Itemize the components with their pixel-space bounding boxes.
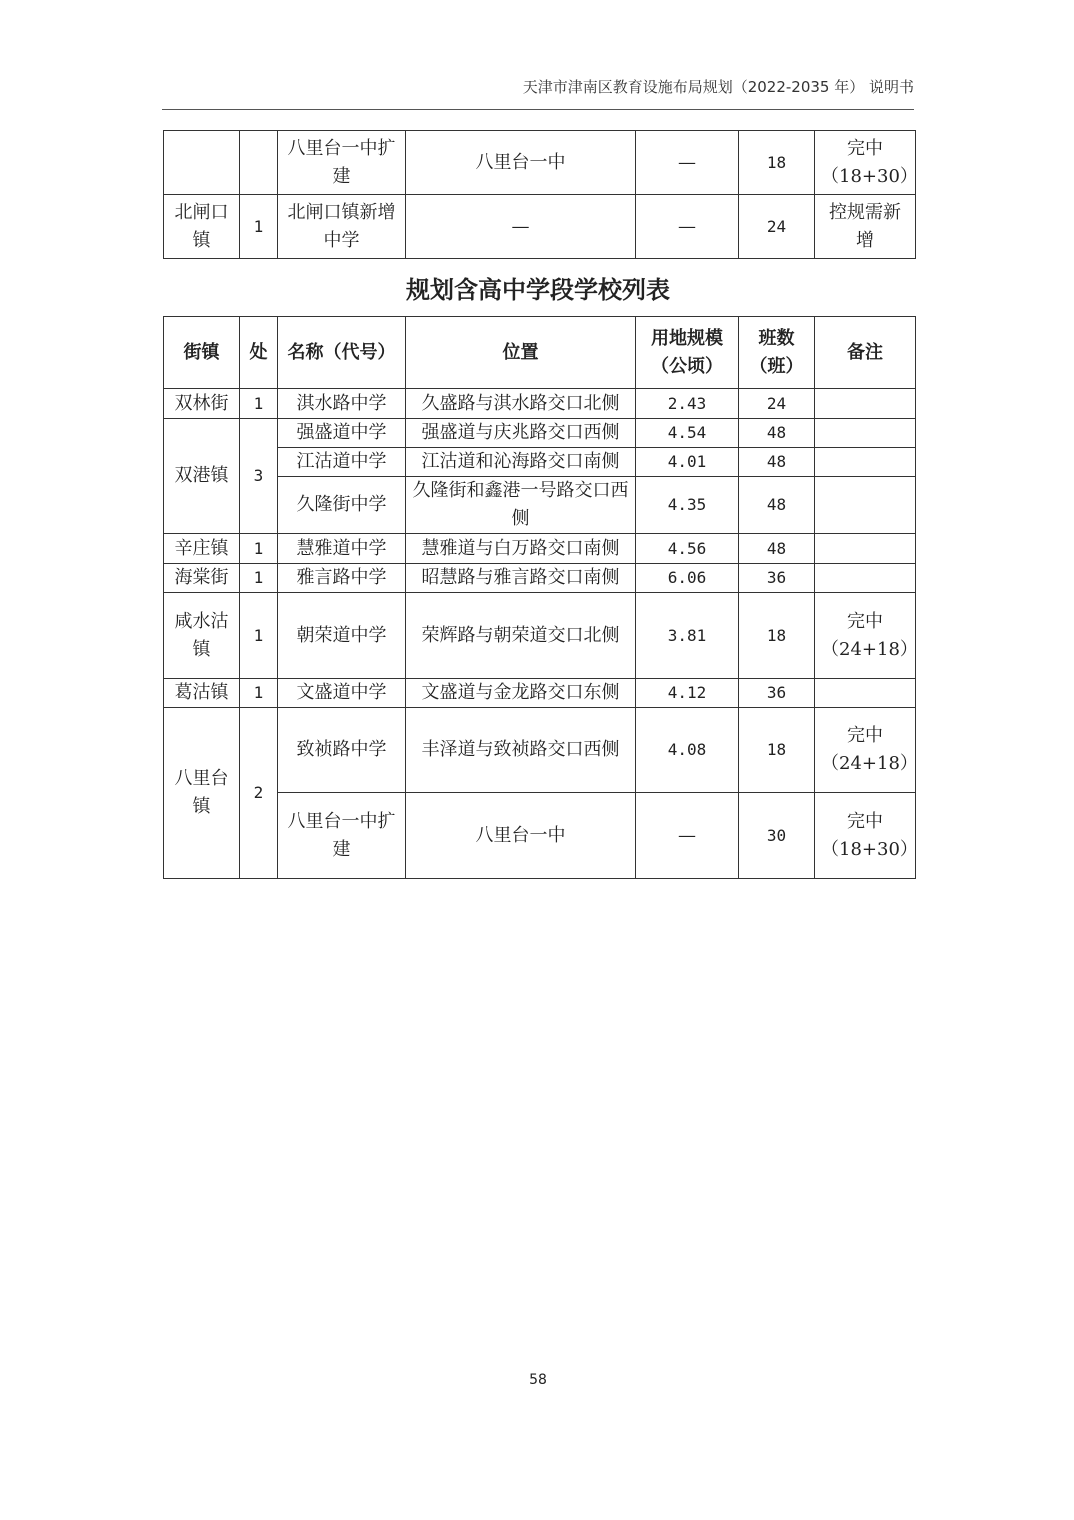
note-cell [815,419,916,448]
classes-cell: 18 [739,708,815,793]
classes-cell: 48 [739,477,815,534]
classes-cell: 24 [739,195,815,259]
note-cell [815,477,916,534]
count-cell: 1 [240,195,278,259]
note-cell [815,534,916,564]
area-cell: 3.81 [636,593,739,679]
header-location: 位置 [406,317,636,389]
location-cell: 八里台一中 [406,793,636,879]
table-title: 规划含高中学段学校列表 [406,276,670,304]
table-row [164,131,916,195]
note-cell: 完中（18+30） [815,131,916,195]
location-cell: — [406,195,636,259]
classes-cell: 18 [739,593,815,679]
location-cell: 荣辉路与朝荣道交口北侧 [406,593,636,679]
name-cell: 江沽道中学 [278,448,406,477]
name-cell: 雅言路中学 [278,564,406,593]
area-cell: 4.54 [636,419,739,448]
area-cell: 4.08 [636,708,739,793]
count-cell: 3 [240,419,278,534]
classes-cell: 36 [739,564,815,593]
location-cell: 强盛道与庆兆路交口西侧 [406,419,636,448]
name-cell: 慧雅道中学 [278,534,406,564]
name-cell: 八里台一中扩建 [278,131,406,195]
classes-cell: 48 [739,534,815,564]
classes-cell: 48 [739,448,815,477]
town-cell: 咸水沽镇 [164,593,240,679]
town-cell: 葛沽镇 [164,679,240,708]
note-cell [815,564,916,593]
table-row [164,419,916,448]
location-cell: 慧雅道与白万路交口南侧 [406,534,636,564]
location-cell: 文盛道与金龙路交口东侧 [406,679,636,708]
classes-cell: 48 [739,419,815,448]
note-cell [815,448,916,477]
header-town: 街镇 [164,317,240,389]
area-cell: — [636,793,739,879]
count-cell: 1 [240,389,278,419]
page-header: 天津市津南区教育设施布局规划（2022-2035 年） 说明书 [522,78,914,96]
location-cell: 久隆街和鑫港一号路交口西侧 [406,477,636,534]
header-rule [162,109,914,110]
note-cell [815,679,916,708]
town-cell: 双港镇 [164,419,240,534]
header-name: 名称（代号） [278,317,406,389]
header-area: 用地规模（公顷） [636,317,739,389]
classes-cell: 18 [739,131,815,195]
header-classes: 班数（班） [739,317,815,389]
table-row [164,593,916,679]
name-cell: 文盛道中学 [278,679,406,708]
name-cell: 北闸口镇新增中学 [278,195,406,259]
name-cell: 朝荣道中学 [278,593,406,679]
count-cell: 1 [240,534,278,564]
header-count: 处 [240,317,278,389]
table-row [164,534,916,564]
count-cell: 1 [240,593,278,679]
location-cell: 昭慧路与雅言路交口南侧 [406,564,636,593]
table-row [164,389,916,419]
location-cell: 丰泽道与致祯路交口西侧 [406,708,636,793]
table-row [164,708,916,793]
note-cell: 控规需新增 [815,195,916,259]
location-cell: 江沽道和沁海路交口南侧 [406,448,636,477]
area-cell: 4.35 [636,477,739,534]
note-cell: 完中（18+30） [815,793,916,879]
name-cell: 久隆街中学 [278,477,406,534]
count-cell [240,131,278,195]
town-cell: 辛庄镇 [164,534,240,564]
town-cell [164,131,240,195]
header-row [164,317,916,389]
classes-cell: 24 [739,389,815,419]
area-cell: 4.12 [636,679,739,708]
header-note: 备注 [815,317,916,389]
note-cell: 完中（24+18） [815,708,916,793]
note-cell: 完中（24+18） [815,593,916,679]
area-cell: 4.01 [636,448,739,477]
count-cell: 1 [240,679,278,708]
town-cell: 八里台镇 [164,708,240,879]
table-row [164,679,916,708]
name-cell: 致祯路中学 [278,708,406,793]
continued-table [163,130,916,259]
town-cell: 北闸口镇 [164,195,240,259]
area-cell: 2.43 [636,389,739,419]
name-cell: 淇水路中学 [278,389,406,419]
page-number: 58 [529,1372,547,1388]
table-row [164,564,916,593]
location-cell: 久盛路与淇水路交口北侧 [406,389,636,419]
note-cell [815,389,916,419]
name-cell: 八里台一中扩建 [278,793,406,879]
classes-cell: 36 [739,679,815,708]
area-cell: — [636,195,739,259]
location-cell: 八里台一中 [406,131,636,195]
count-cell: 1 [240,564,278,593]
area-cell: 4.56 [636,534,739,564]
town-cell: 海棠街 [164,564,240,593]
classes-cell: 30 [739,793,815,879]
high-school-table [163,316,916,879]
count-cell: 2 [240,708,278,879]
area-cell: — [636,131,739,195]
name-cell: 强盛道中学 [278,419,406,448]
table-row [164,195,916,259]
town-cell: 双林街 [164,389,240,419]
area-cell: 6.06 [636,564,739,593]
